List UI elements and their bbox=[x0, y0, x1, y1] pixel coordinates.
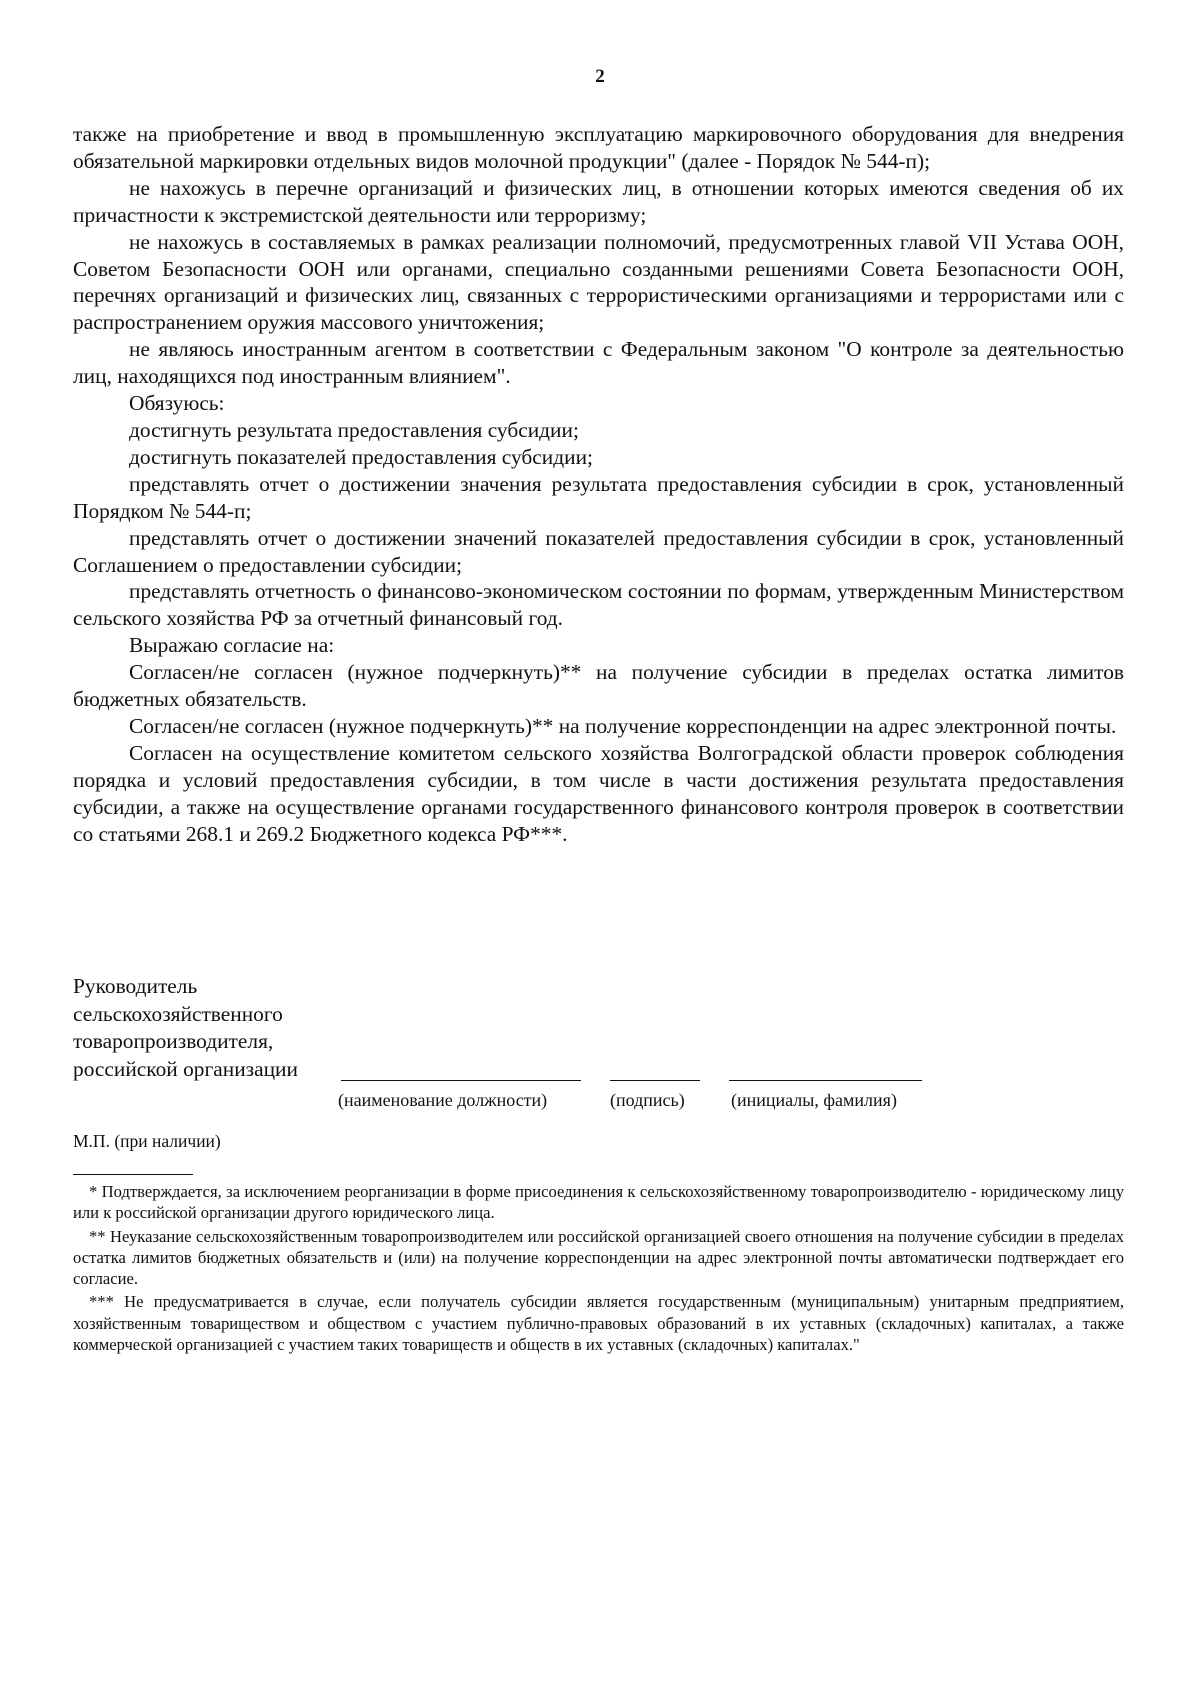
signature-caption: (подпись) bbox=[610, 1090, 685, 1110]
footnote: * Подтверждается, за исключением реорганизации в форме присоединения к сельскохозяйственному товаропроизводителю - юридическому лицу или к российской организации другого юридического лица. bbox=[73, 1182, 1124, 1223]
paragraph: не являюсь иностранным агентом в соответствии с Федеральным законом "О контроле за деятельностью лиц, находящихся под иностранным влиянием". bbox=[73, 337, 1124, 389]
footnote-divider bbox=[73, 1174, 193, 1175]
paragraph: достигнуть результата предоставления субсидии; bbox=[129, 417, 579, 442]
paragraph: Обязуюсь: bbox=[129, 391, 225, 416]
paragraph: Согласен/не согласен (нужное подчеркнуть)** на получение субсидии в пределах остатка лимитов бюджетных обязательств. bbox=[73, 660, 1124, 712]
signature-block bbox=[73, 973, 1124, 1110]
document-body bbox=[73, 121, 1124, 847]
footnotes bbox=[73, 1181, 1124, 1357]
paragraph: представлять отчет о достижении значений показателей предоставления субсидии в срок, установленный Соглашением о предоставлении субсидии; bbox=[73, 525, 1124, 577]
paragraph: Согласен/не согласен (нужное подчеркнуть)** на получение корреспонденции на адрес электронной почты. bbox=[129, 713, 1117, 738]
paragraph: Согласен на осуществление комитетом сельского хозяйства Волгоградской области проверок соблюдения порядка и условий предоставления субсидии, в том числе в части достижения результата предоставления субсидии, а также на осуществление органами государственного финансового контроля проверок в соответствии со статьями 268.1 и 269.2 Бюджетного кодекса РФ***. bbox=[73, 740, 1124, 846]
name-caption: (инициалы, фамилия) bbox=[731, 1090, 897, 1110]
signature-title-line: товаропроизводителя, bbox=[73, 1029, 274, 1053]
paragraph: представлять отчет о достижении значения результата предоставления субсидии в срок, установленный Порядком № 544-п; bbox=[73, 471, 1124, 523]
paragraph: достигнуть показателей предоставления субсидии; bbox=[129, 444, 593, 469]
footnote: ** Неуказание сельскохозяйственным товаропроизводителем или российской организацией своего отношения на получение субсидии в пределах остатка лимитов бюджетных обязательств и (или) на получение корреспонденции на адрес электронной почты автоматически подтверждает его согласие. bbox=[73, 1226, 1124, 1289]
paragraph: не нахожусь в перечне организаций и физических лиц, в отношении которых имеются сведения об их причастности к экстремистской деятельности или терроризму; bbox=[73, 175, 1124, 227]
position-blank-line bbox=[341, 1080, 581, 1081]
paragraph: не нахожусь в составляемых в рамках реализации полномочий, предусмотренных главой VII Устава ООН, Советом Безопасности ООН или органами, специально созданными решениями Совета Безопасности ООН, перечнях организаций и физических лиц, связанных с террористическими организациями и террористами или с распространением оружия массового уничтожения; bbox=[73, 229, 1124, 335]
paragraph: также на приобретение и ввод в промышленную эксплуатацию маркировочного оборудования для внедрения обязательной маркировки отдельных видов молочной продукции" (далее - Порядок № 544-п); bbox=[73, 122, 1124, 173]
signature-title-line: сельскохозяйственного bbox=[73, 1001, 283, 1026]
position-caption: (наименование должности) bbox=[338, 1090, 548, 1110]
stamp-note: М.П. (при наличии) bbox=[73, 1131, 221, 1151]
paragraph: Выражаю согласие на: bbox=[129, 633, 335, 658]
page-number: 2 bbox=[595, 66, 605, 87]
signature-blank-line bbox=[610, 1080, 700, 1081]
footnote: *** Не предусматривается в случае, если получатель субсидии является государственным (муниципальным) унитарным предприятием, хозяйственным товариществом и обществом с участием публично-правовых образований в их уставных (складочных) капиталах, а также коммерческой организацией с участием таких товариществ и обществ в их уставных (складочных) капиталах." bbox=[73, 1292, 1124, 1355]
paragraph: представлять отчетность о финансово-экономическом состоянии по формам, утвержденным Министерством сельского хозяйства РФ за отчетный финансовый год. bbox=[73, 579, 1124, 631]
signature-title-line: российской организации bbox=[73, 1056, 298, 1081]
signature-title-line: Руководитель bbox=[73, 974, 198, 998]
name-blank-line bbox=[729, 1080, 922, 1081]
